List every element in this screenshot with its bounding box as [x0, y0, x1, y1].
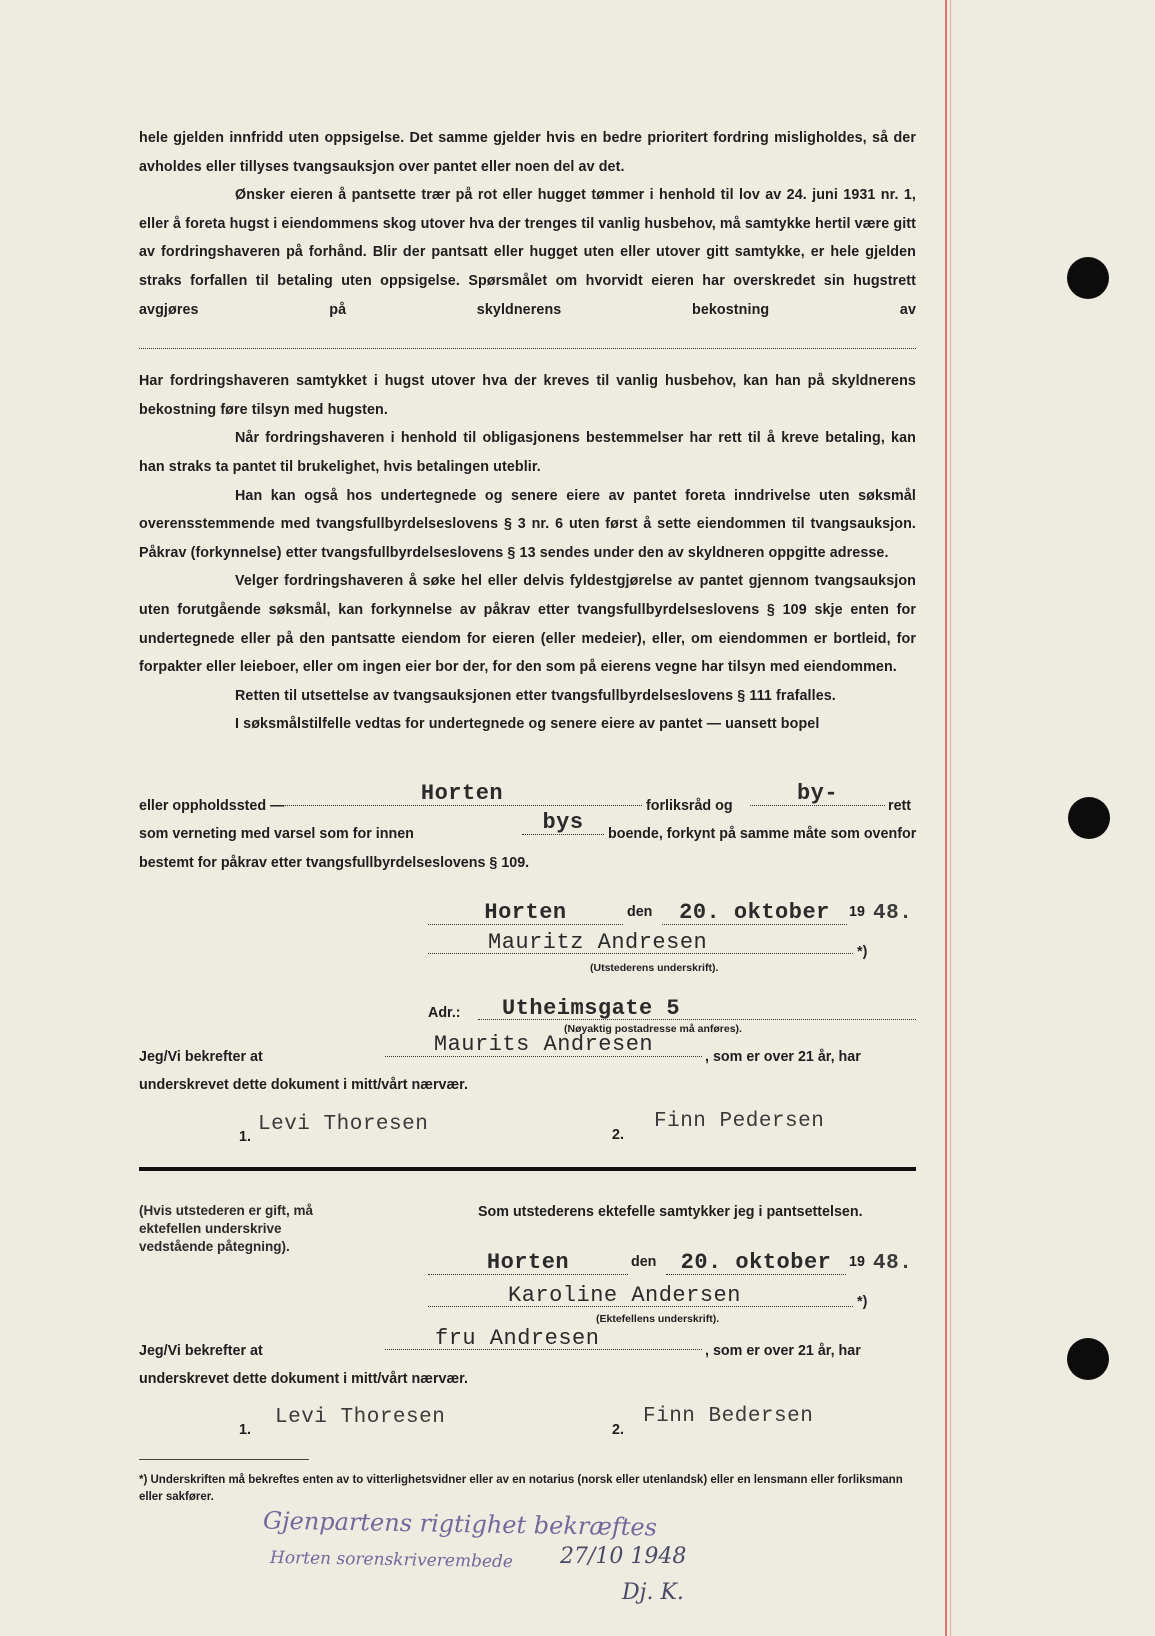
witness-1-signature: Levi Thoresen	[275, 1406, 446, 1429]
certification-date: 27/10 1948	[560, 1544, 687, 1569]
venue-court: by-	[750, 783, 885, 806]
venue-text: forliksråd og	[646, 798, 733, 814]
den-label: den	[631, 1254, 657, 1270]
year-prefix: 19	[849, 1254, 865, 1270]
address-caption: (Nøyaktig postadresse må anføres).	[564, 1023, 742, 1035]
witness-2-signature: Finn Bedersen	[643, 1405, 814, 1428]
issuer-year: 48.	[873, 902, 913, 925]
footnote-divider	[139, 1459, 309, 1460]
den-label: den	[627, 904, 653, 920]
venue-text: eller oppholdssted —	[139, 798, 285, 814]
venue-within: bys	[522, 812, 604, 835]
witnessed-name: Maurits Andresen	[385, 1034, 702, 1057]
witness-presence-text: underskrevet dette dokument i mitt/vårt nærvær.	[139, 1371, 468, 1387]
witness-age-text: , som er over 21 år, har	[705, 1049, 861, 1065]
spouse-place: Horten	[428, 1252, 628, 1275]
spouse-instruction: (Hvis utstederen er gift, må ektefellen underskrive vedstående påtegning).	[139, 1203, 314, 1254]
footnote: *) Underskriften må bekreftes enten av to vitterlighetsvidner eller av en notarius (norsk eller utenlandsk) eller en lensmann eller forliksmann eller sakfører.	[139, 1474, 903, 1503]
venue-text: bestemt for påkrav etter tvangsfullbyrdelseslovens § 109.	[139, 855, 530, 871]
witnessed-name: fru Andresen	[385, 1328, 702, 1350]
witness-number: 1.	[239, 1422, 251, 1438]
certification-stamp-office: Horten sorenskriverembede	[269, 1547, 514, 1573]
paragraph: Han kan også hos undertegnede og senere eiere av pantet foreta inndrivelse uten søksmål overensstemmende med tvangsfullbyrdelseslovens § 3 nr. 6 uten først å sette eiendommen til tvangsauksjon. Påkrav (forkynnelse) etter tvangsfullbyrdelseslovens § 13 sendes under den av skyldneren oppgitte adresse.	[139, 487, 916, 561]
signature-caption: (Ektefellens underskrift).	[596, 1313, 720, 1325]
spouse-signature: Karoline Andersen	[428, 1285, 853, 1307]
venue-text: rett	[888, 798, 912, 814]
witness-presence-text: underskrevet dette dokument i mitt/vårt nærvær.	[139, 1077, 468, 1093]
paragraph: Ønsker eieren å pantsette trær på rot eller hugget tømmer i henhold til lov av 24. juni 1931 nr. 1, eller å foreta hugst i eiendommens skog utover hva der trenges til vanlig husbehov, må samtykke hertil være gitt av fordringshaveren på forhånd. Blir der pantsatt eller hugget uten eller utover gitt samtykke, er hele gjelden straks forfallen til betaling uten oppsigelse. Spørsmålet om hvorvidt eieren har overskredet sin hugstrett avgjøres på skyldnerens bekostning av	[139, 187, 916, 318]
paragraph: hele gjelden innfridd uten oppsigelse. Det samme gjelder hvis en bedre prioritert fordring misligholdes, så der avholdes eller tillyses tvangsauksjon over pantet eller noen del av det.	[139, 130, 916, 175]
witness-intro: Jeg/Vi bekrefter at	[139, 1343, 263, 1359]
witness-1-signature: Levi Thoresen	[258, 1113, 429, 1136]
signature-note-marker: *)	[857, 944, 868, 960]
issuer-address: Utheimsgate 5	[478, 998, 916, 1020]
contract-text	[139, 124, 916, 739]
venue-text: som verneting med varsel som for innen	[139, 826, 414, 842]
witness-number: 2.	[612, 1127, 624, 1143]
spouse-date: 20. oktober	[666, 1252, 846, 1275]
signature-note-marker: *)	[857, 1294, 868, 1310]
certification-initials: Dj. K.	[622, 1580, 684, 1605]
spouse-year: 48.	[873, 1252, 913, 1275]
paragraph: Velger fordringshaveren å søke hel eller delvis fyldestgjørelse av pantet gjennom tvangsauksjon uten forutgående søksmål, kan forkynnelse av påkrav etter tvangsfullbyrdelseslovens § 109 skje enten for undertegnede eller på den pantsatte eiendom for eieren (eller medeier), eller, om eiendommen er bortleid, for forpakter eller leieboer, eller om ingen eier bor der, for den som på eierens vegne har tilsyn med eiendommen.	[139, 573, 916, 676]
blank-line	[139, 324, 916, 349]
punch-hole	[1067, 1338, 1109, 1380]
witness-number: 2.	[612, 1422, 624, 1438]
paragraph: Har fordringshaveren samtykket i hugst utover hva der kreves til vanlig husbehov, kan han på skyldnerens bekostning føre tilsyn med hugsten.	[139, 373, 916, 418]
punch-hole	[1068, 797, 1110, 839]
address-label: Adr.:	[428, 1005, 461, 1021]
venue-place: Horten	[282, 783, 642, 806]
witness-intro: Jeg/Vi bekrefter at	[139, 1049, 263, 1065]
issuer-signature: Mauritz Andresen	[428, 932, 853, 954]
certification-stamp-line: Gjenpartens rigtighet bekræftes	[262, 1506, 658, 1542]
section-divider	[139, 1167, 916, 1171]
issuer-place: Horten	[428, 902, 623, 925]
witness-2-signature: Finn Pedersen	[654, 1110, 825, 1133]
paragraph: I søksmålstilfelle vedtas for undertegnede og senere eiere av pantet — uansett bopel	[235, 716, 820, 733]
paragraph: Når fordringshaveren i henhold til obligasjonens bestemmelser har rett til å kreve betaling, kan han straks ta pantet til brukelighet, hvis betalingen uteblir.	[139, 430, 916, 475]
punch-hole	[1067, 257, 1109, 299]
spouse-consent: Som utstederens ektefelle samtykker jeg i pantsettelsen.	[478, 1204, 863, 1220]
witness-age-text: , som er over 21 år, har	[705, 1343, 861, 1359]
paragraph: Retten til utsettelse av tvangsauksjonen etter tvangsfullbyrdelseslovens § 111 frafalles.	[235, 687, 836, 704]
issuer-date: 20. oktober	[662, 902, 847, 925]
year-prefix: 19	[849, 904, 865, 920]
witness-number: 1.	[239, 1129, 251, 1145]
margin-line	[945, 0, 947, 1636]
signature-caption: (Utstederens underskrift).	[590, 962, 719, 974]
margin-line-shadow	[950, 0, 951, 1636]
venue-text: boende, forkynt på samme måte som ovenfor	[608, 826, 917, 842]
